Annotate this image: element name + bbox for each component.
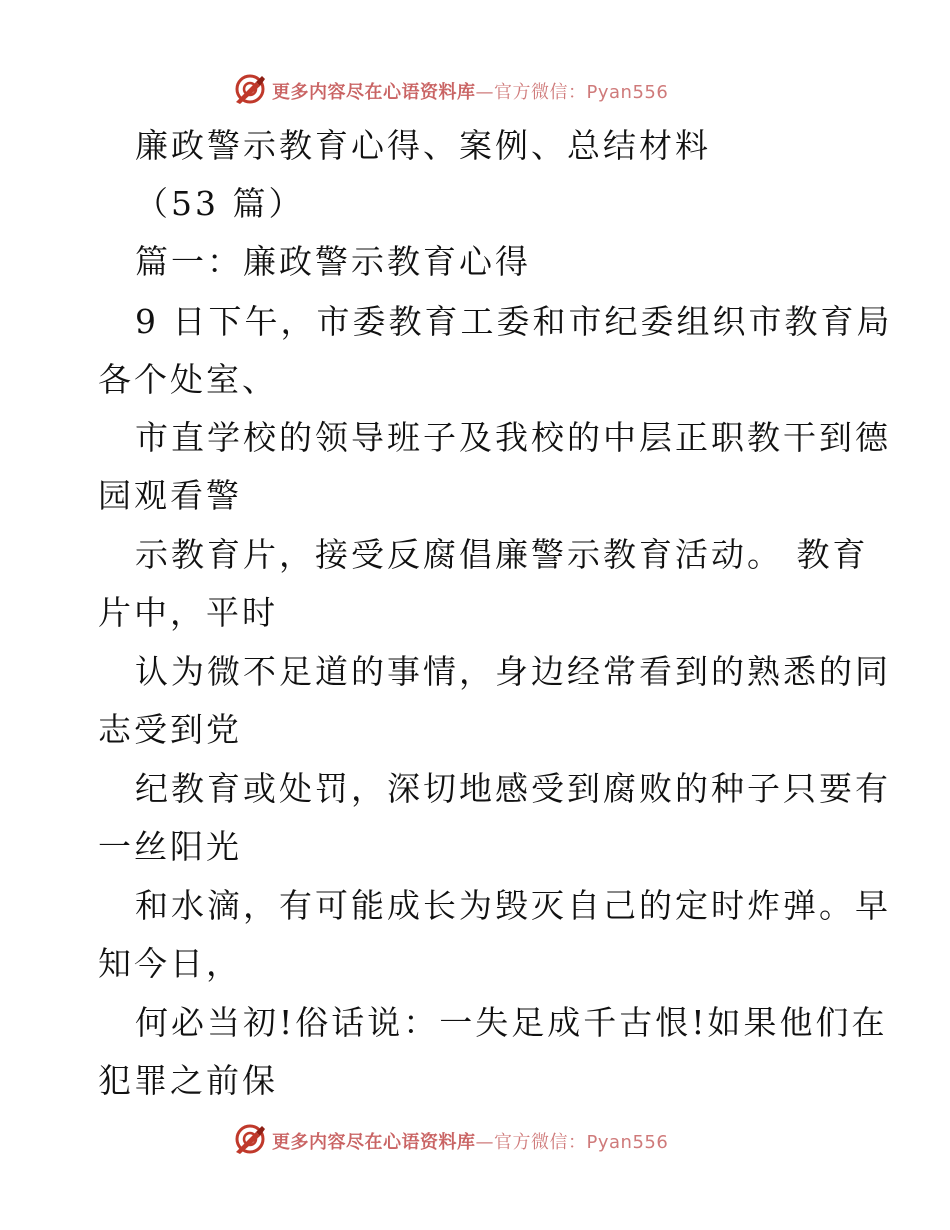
paragraph-line: 园观看警 xyxy=(98,476,242,515)
paragraph-line: 各个处室、 xyxy=(98,360,278,399)
article-count: （53 篇） xyxy=(135,184,305,223)
paragraph-line: 纪教育或处罚，深切地感受到腐败的种子只要有 xyxy=(135,769,891,808)
paragraph-line: 示教育片，接受反腐倡廉警示教育活动。 教育 xyxy=(135,535,869,574)
paragraph-line: 片中，平时 xyxy=(98,593,278,632)
document-title: 廉政警示教育心得、案例、总结材料 xyxy=(135,126,711,165)
watermark-banner-top xyxy=(0,70,950,110)
watermark-banner-bottom xyxy=(0,1120,950,1160)
pen-logo-icon xyxy=(232,72,268,106)
paragraph-line: 和水滴，有可能成长为毁灭自己的定时炸弹。早 xyxy=(135,886,891,925)
paragraph-line: 犯罪之前保 xyxy=(98,1061,278,1100)
paragraph-line: 一丝阳光 xyxy=(98,827,242,866)
paragraph-line: 9 日下午，市委教育工委和市纪委组织市教育局 xyxy=(135,302,893,341)
paragraph-line: 志受到党 xyxy=(98,710,242,749)
paragraph-line: 知今日， xyxy=(98,944,242,983)
paragraph-line: 何必当初!俗话说：一失足成千古恨!如果他们在 xyxy=(135,1003,888,1042)
pen-logo-icon xyxy=(232,1122,268,1156)
paragraph-line: 认为微不足道的事情，身边经常看到的熟悉的同 xyxy=(135,652,891,691)
watermark-text: 更多内容尽在心语资料库—官方微信：Pyan556 xyxy=(272,82,669,103)
paragraph-line: 市直学校的领导班子及我校的中层正职教干到德 xyxy=(135,418,891,457)
section-heading: 篇一：廉政警示教育心得 xyxy=(135,242,531,281)
watermark-text: 更多内容尽在心语资料库—官方微信：Pyan556 xyxy=(272,1132,669,1153)
